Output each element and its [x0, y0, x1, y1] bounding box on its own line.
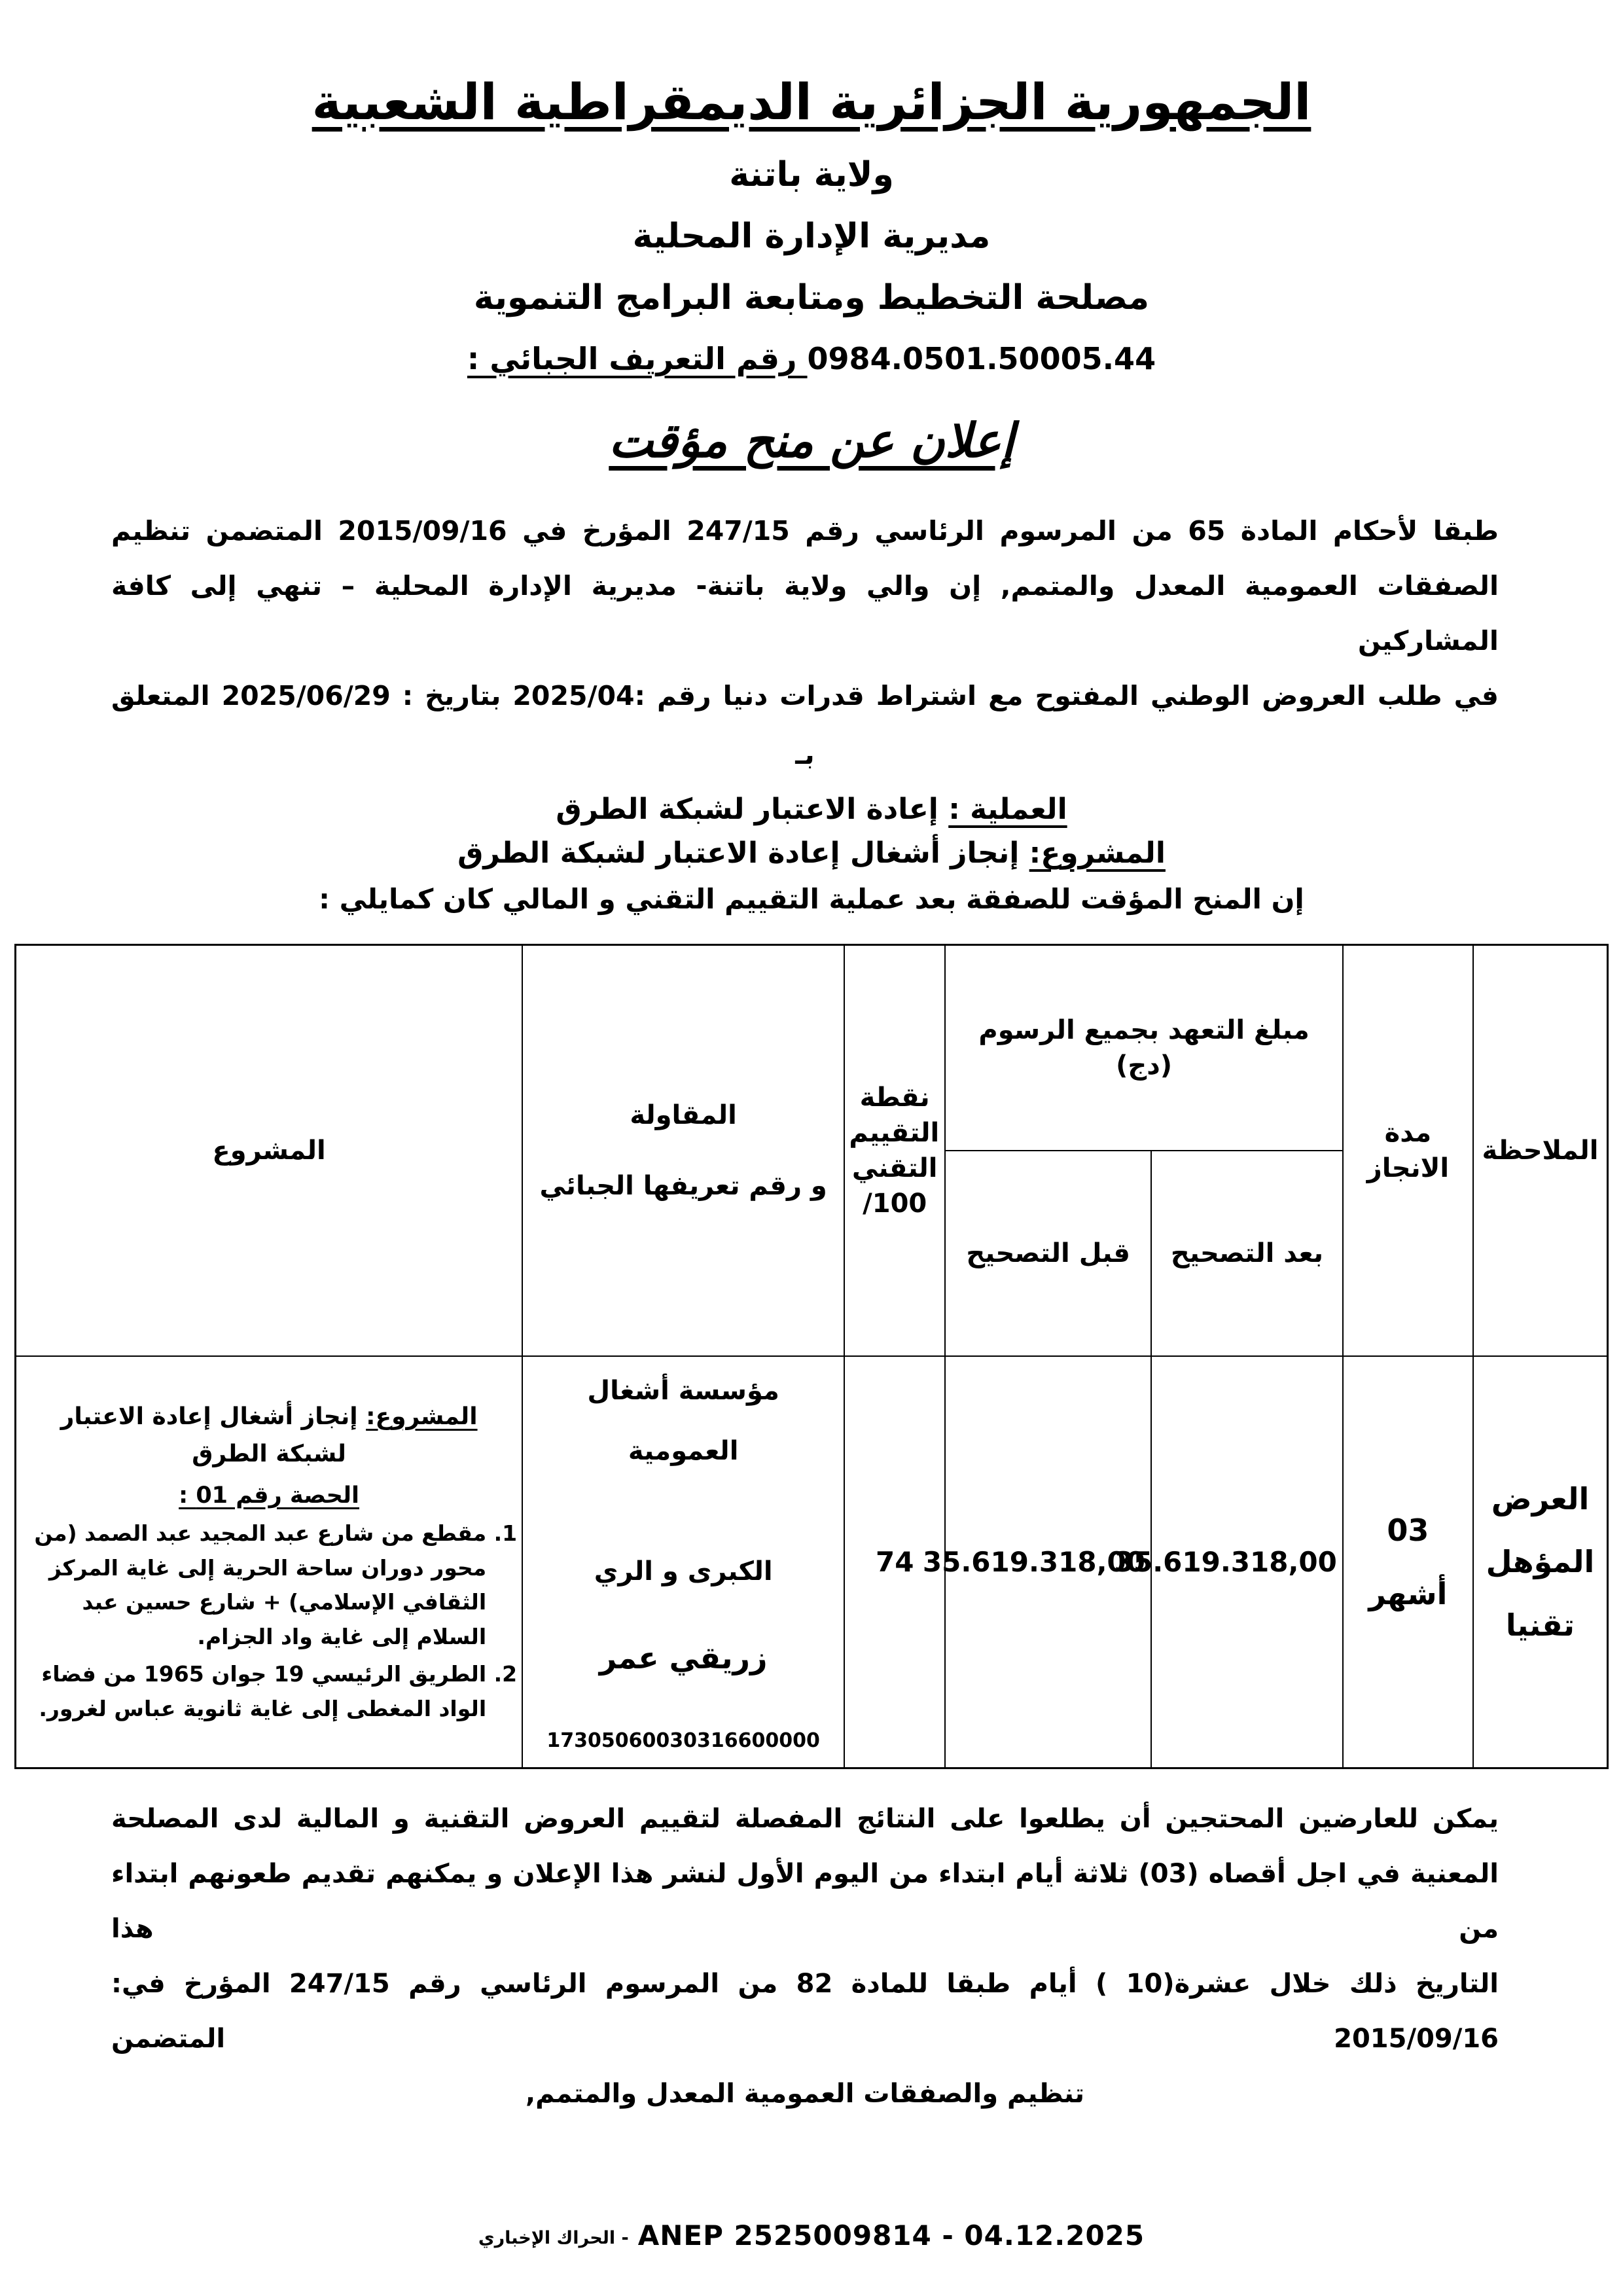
project-value: إنجاز أشغال إعادة الاعتبار لشبكة الطرق: [457, 836, 1020, 870]
intro-line-1: طبقا لأحكام المادة 65 من المرسوم الرئاسي رقم 247/15 المؤرخ في 2015/09/16 المتضمن تنظيم: [111, 515, 1499, 547]
contractor-nif: 17305060030316600000: [546, 1729, 820, 1753]
footer-line-4: تنظيم والصفقات العمومية المعدل والمتمم,: [525, 2079, 1085, 2109]
footer-line-2: المعنية في اجل أقصاه (03) ثلاثة أيام ابتداء من اليوم الأول لنشر هذا الإعلان و يمكنهم تقديم طعونهم ابتداء من هذا: [111, 1859, 1499, 1945]
operation-value: إعادة الاعتبار لشبكة الطرق: [556, 793, 938, 827]
intro-line-2: الصفقات العمومية المعدل والمتمم, إن والي ولاية باتنة- مديرية الإدارة المحلية – تنهي إلى كافة المشاركين: [111, 570, 1499, 657]
header-score: [844, 945, 945, 1357]
header-note: الملاحظة: [1473, 945, 1608, 1357]
contractor-line2: الكبرى و الري: [594, 1556, 773, 1587]
header-duration: مدة الانجاز: [1343, 945, 1473, 1357]
intro-paragraph: [111, 503, 1499, 782]
table-header: [16, 945, 1608, 1357]
cell-duration: [1343, 1356, 1473, 1768]
header-contractor: [522, 945, 844, 1357]
header-project: المشروع: [16, 945, 523, 1357]
result-intro-line: إن المنح المؤقت للصفقة بعد عملية التقييم التقني و المالي كان كمايلي :: [319, 883, 1304, 916]
header-amount-group: مبلغ التعهد بجميع الرسوم (دج): [945, 945, 1343, 1151]
direction-line: مديرية الإدارة المحلية: [632, 217, 991, 256]
note-line1: العرض: [1491, 1480, 1590, 1516]
cell-amount-after: 35.619.318,00: [1151, 1356, 1343, 1768]
note-line2: المؤهل: [1486, 1544, 1595, 1580]
grant-results-table: [14, 944, 1609, 1769]
cell-project: [16, 1356, 523, 1768]
contractor-line1: مؤسسة أشغال العمومية: [587, 1376, 779, 1467]
header-score-line2: التقييم: [849, 1118, 940, 1149]
header-score-line3: التقني: [851, 1153, 938, 1184]
project-lot-label: الحصة رقم 01 :: [179, 1482, 359, 1509]
header-contractor-line2: و رقم تعريفها الجبائي: [539, 1171, 827, 1202]
cell-score: 74: [844, 1356, 945, 1768]
note-line3: تقنيا: [1505, 1607, 1575, 1643]
intro-line-3: في طلب العروض الوطني المفتوح مع اشتراط قدرات دنيا رقم :2025/04 بتاريخ : 2025/06/29 المتعلق: [111, 680, 1499, 712]
appeal-paragraph: [111, 1791, 1499, 2121]
duration-line2: أشهر: [1368, 1575, 1448, 1611]
operation-label: العملية :: [948, 793, 1067, 827]
list-item: 2. الطريق الرئيسي 19 جوان 1965 من فضاء الواد المغطى إلى غاية ثانوية عباس لغرور.: [22, 1657, 486, 1727]
project-cell-value: إنجاز أشغال إعادة الاعتبار لشبكة الطرق: [60, 1403, 358, 1468]
service-line: مصلحة التخطيط ومتابعة البرامج التنموية: [473, 278, 1150, 317]
list-item: 1. مقطع من شارع عبد المجيد عبد الصمد (من محور دوران ساحة الحرية إلى غاية المركز الثقافي الإسلامي) + شارع حسين عبد السلام إلى غاية واد الجزام.: [22, 1516, 486, 1655]
fiscal-id-label: رقم التعريف الجبائي :: [467, 341, 797, 376]
header-amount-before: قبل التصحيح: [945, 1151, 1151, 1356]
project-cell-head: [22, 1398, 516, 1473]
header-amount-after: بعد التصحيح: [1151, 1151, 1343, 1356]
page-title: إعلان عن منح مؤقت: [609, 413, 1014, 468]
fiscal-id-number: 0984.0501.50005.44: [807, 341, 1156, 376]
anep-code: ANEP 2525009814 - 04.12.2025: [637, 2219, 1145, 2251]
fiscal-id-line: [467, 341, 1156, 376]
table-body: [16, 1356, 1608, 1768]
republic-title: الجمهورية الجزائرية الديمقراطية الشعبية: [312, 73, 1311, 131]
operation-line: [0, 793, 1623, 826]
table-row: [16, 1356, 1608, 1768]
header-contractor-line1: المقاولة: [630, 1100, 737, 1131]
header-score-line1: نقطة: [859, 1083, 930, 1113]
footer-line-1: يمكن للعارضين المحتجين أن يطلعوا على النتائج المفصلة لتقييم العروض التقنية و المالية لدى المصلحة: [111, 1804, 1499, 1835]
header-score-line4: /100: [863, 1189, 927, 1219]
footer-line-3: التاريخ ذلك خلال عشرة(10 ) أيام طبقا للمادة 82 من المرسوم الرئاسي رقم 247/15 المؤرخ في: 2015/09/16 المتضمن: [111, 1969, 1499, 2054]
cell-note: [1473, 1356, 1608, 1768]
intro-line-4: بـ: [795, 739, 815, 771]
anep-source: - الحراك الإخباري: [478, 2228, 629, 2248]
project-line: [0, 836, 1623, 870]
project-label: المشروع:: [1029, 836, 1166, 870]
cell-contractor: [522, 1356, 844, 1768]
table-header-row-1: [16, 945, 1608, 1151]
duration-line1: 03: [1387, 1513, 1429, 1549]
cell-amount-before: 35.619.318,00: [945, 1356, 1151, 1768]
project-items-list: [22, 1516, 516, 1727]
contractor-owner: زريقي عمر: [599, 1640, 768, 1676]
wilaya-line: ولاية باتنة: [729, 155, 894, 194]
project-cell-label: المشروع:: [366, 1403, 478, 1430]
anep-footer: [0, 2219, 1623, 2251]
document-header: [0, 0, 1623, 468]
